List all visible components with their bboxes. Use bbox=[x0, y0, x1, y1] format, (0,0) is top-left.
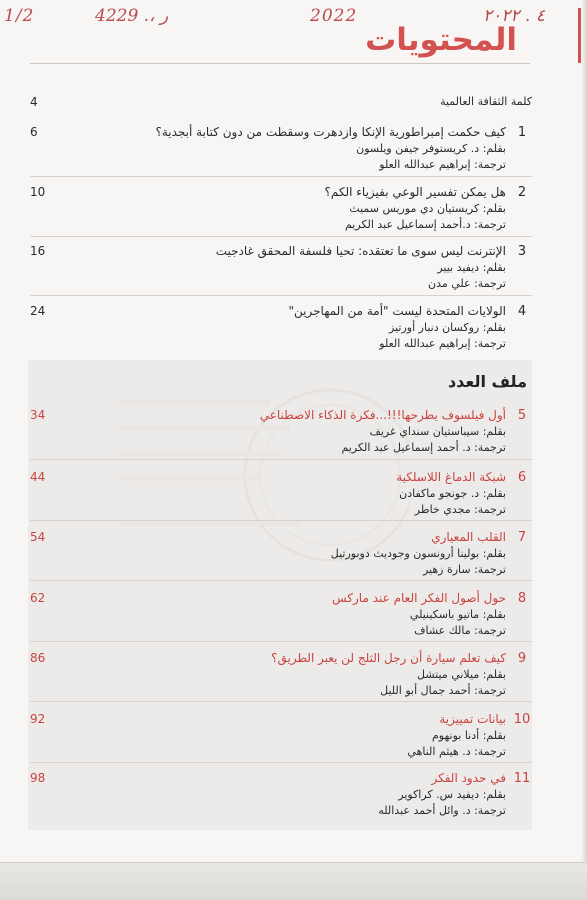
entry-page-number: 86 bbox=[30, 651, 46, 665]
entry-page-number: 24 bbox=[30, 304, 46, 318]
entry-translator: ترجمة: د. وائل أحمد عبدالله bbox=[378, 804, 506, 817]
entry-page-number: 54 bbox=[30, 530, 46, 544]
entry-translator: ترجمة: مجدي خاطر bbox=[414, 503, 506, 516]
entry-translator: ترجمة: سارة زهير bbox=[422, 563, 506, 576]
entry-title: بيانات تمييزية bbox=[439, 712, 506, 726]
entry-author: بقلم: روكسان دنبار أورتيز bbox=[389, 321, 506, 334]
entry-translator: ترجمة: أحمد جمال أبو الليل bbox=[380, 684, 506, 697]
entry-author: بقلم: د. جونجو ماكفادن bbox=[399, 487, 506, 500]
entry-author: بقلم: ماتيو باسكينيلي bbox=[409, 608, 506, 621]
entry-author: بقلم: ميلاني ميتشل bbox=[417, 668, 506, 681]
entry-page-number: 92 bbox=[30, 712, 46, 726]
entry-divider bbox=[30, 295, 532, 296]
entry-translator: ترجمة: علي مدن bbox=[427, 277, 506, 290]
entry-divider bbox=[30, 236, 532, 237]
entry-title: أول فيلسوف يطرحها!!!...فكرة الذكاء الاصطناعي bbox=[259, 408, 506, 422]
intro-title: كلمة الثقافة العالمية bbox=[440, 95, 532, 108]
page-title: المحتويات bbox=[365, 22, 517, 58]
entry-author: بقلم: د. كريستوفر جيفن ويلسون bbox=[356, 142, 506, 155]
entry-divider bbox=[30, 762, 532, 763]
entry-number: 10 bbox=[513, 712, 531, 727]
scan-edge bbox=[581, 0, 587, 900]
toc-entry[interactable] bbox=[30, 244, 532, 292]
entry-title: كيف حكمت إمبراطورية الإنكا وازدهرت وسقطت من دون كتابة أبجدية؟ bbox=[155, 125, 506, 139]
entry-author: بقلم: سيباستيان سنداي غريف bbox=[369, 425, 506, 438]
entry-divider bbox=[30, 641, 532, 642]
entry-page-number: 44 bbox=[30, 470, 46, 484]
entry-author: بقلم: ديفيد س. كراكوير bbox=[398, 788, 506, 801]
entry-title: القلب المعياري bbox=[431, 530, 506, 544]
entry-page-number: 16 bbox=[30, 244, 46, 258]
entry-number: 6 bbox=[517, 470, 527, 485]
toc-entry[interactable] bbox=[30, 125, 532, 173]
title-accent-bar bbox=[578, 8, 581, 63]
entry-divider bbox=[30, 459, 532, 460]
entry-page-number: 62 bbox=[30, 591, 46, 605]
entry-title: هل يمكن تفسير الوعي بفيزياء الكم؟ bbox=[324, 185, 506, 199]
entry-number: 4 bbox=[517, 304, 527, 319]
toc-entry[interactable] bbox=[30, 591, 532, 639]
entry-title: الإنترنت ليس سوى ما تعتقده: تحيا فلسفة المحقق غادجيت bbox=[215, 244, 506, 258]
entry-number: 8 bbox=[517, 591, 527, 606]
toc-entry[interactable] bbox=[30, 408, 532, 456]
scan-bottom-band bbox=[0, 862, 587, 900]
entry-translator: ترجمة: د. هيثم الناهي bbox=[407, 745, 506, 758]
handwritten-serial: ر ،. 4229 bbox=[95, 6, 169, 26]
entry-author: بقلم: أدنا بونهوم bbox=[431, 729, 506, 742]
toc-entry[interactable] bbox=[30, 185, 532, 233]
entry-author: بقلم: ديفيد بيير bbox=[437, 261, 506, 274]
entry-translator: ترجمة: إبراهيم عبدالله العلو bbox=[379, 158, 506, 171]
entry-divider bbox=[30, 520, 532, 521]
handwritten-note-left: 1/2 bbox=[4, 6, 35, 26]
entry-author: بقلم: بولينا أرونسون وجوديث دوبورتيل bbox=[330, 547, 506, 560]
entry-translator: ترجمة: إبراهيم عبدالله العلو bbox=[379, 337, 506, 350]
entry-title: حول أصول الفكر العام عند ماركس bbox=[332, 591, 506, 605]
entry-page-number: 10 bbox=[30, 185, 46, 199]
toc-entry[interactable] bbox=[30, 530, 532, 578]
entry-number: 5 bbox=[517, 408, 527, 423]
section-heading: ملف العدد bbox=[447, 372, 527, 391]
title-divider bbox=[30, 63, 530, 64]
entry-translator: ترجمة: مالك عشاف bbox=[414, 624, 506, 637]
entry-divider bbox=[30, 701, 532, 702]
entry-divider bbox=[30, 176, 532, 177]
entry-number: 2 bbox=[517, 185, 527, 200]
toc-intro-entry[interactable] bbox=[30, 95, 532, 111]
entry-page-number: 98 bbox=[30, 771, 46, 785]
entry-page-number: 6 bbox=[30, 125, 38, 139]
toc-entry[interactable] bbox=[30, 470, 532, 518]
intro-page-number: 4 bbox=[30, 95, 38, 109]
toc-entry[interactable] bbox=[30, 304, 532, 352]
entry-author: بقلم: كريستيان دي موريس سميث bbox=[349, 202, 506, 215]
entry-title: كيف تعلم سيارة أن رجل الثلج لن يعبر الطريق؟ bbox=[271, 651, 506, 665]
toc-entry[interactable] bbox=[30, 712, 532, 760]
handwritten-note-right: ٤ . ٢٠٢٢ bbox=[483, 6, 545, 26]
entry-page-number: 34 bbox=[30, 408, 46, 422]
entry-title: الولايات المتحدة ليست "أمة من المهاجرين" bbox=[288, 304, 506, 318]
toc-entry[interactable] bbox=[30, 771, 532, 819]
entry-title: في حدود الفكر bbox=[431, 771, 506, 785]
entry-number: 3 bbox=[517, 244, 527, 259]
entry-number: 9 bbox=[517, 651, 527, 666]
entry-number: 11 bbox=[513, 771, 531, 786]
entry-number: 1 bbox=[517, 125, 527, 140]
entry-number: 7 bbox=[517, 530, 527, 545]
entry-divider bbox=[30, 580, 532, 581]
entry-title: شبكة الدماغ اللاسلكية bbox=[396, 470, 506, 484]
entry-translator: ترجمة: د.أحمد إسماعيل عبد الكريم bbox=[344, 218, 506, 231]
handwritten-year: 2022 bbox=[310, 6, 358, 26]
entry-translator: ترجمة: د. أحمد إسماعيل عبد الكريم bbox=[341, 441, 506, 454]
toc-entry[interactable] bbox=[30, 651, 532, 699]
